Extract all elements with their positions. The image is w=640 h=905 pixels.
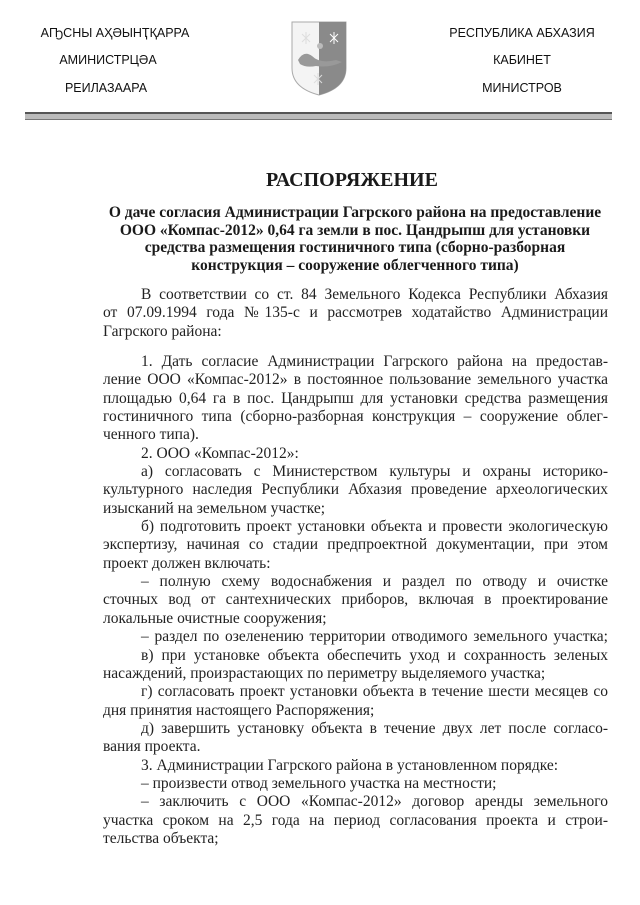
text-line: – заключить с ООО «Компас-2012» договор аренды земельного: [141, 793, 608, 811]
subtitle-line: конструкция – сооружение облегченного типа): [191, 256, 519, 274]
text-line: насаждений, произрастающих по периметру выделяемого участка;: [103, 664, 546, 682]
subtitle-line: ООО «Компас-2012» 0,64 га земли в пос. Цандрыпш для установки: [119, 221, 591, 239]
text-line: культурного наследия Республики Абхазия проведение археологических: [103, 481, 608, 499]
text-line: ление ООО «Компас-2012» в постоянное пользование земельного участка: [103, 371, 608, 389]
text-line: 2. ООО «Компас-2012»:: [141, 444, 299, 462]
subtitle-line: О даче согласия Администрации Гагрского района на предоставление: [108, 204, 602, 221]
text-line: а) согласовать с Министерством культуры и охраны историко-: [141, 463, 608, 481]
header-left-line-1: АҦСНЫ АҲӘЫНҬҚАРРА: [40, 26, 190, 40]
coat-of-arms-emblem: [290, 20, 348, 96]
document-title: РАСПОРЯЖЕНИЕ: [266, 169, 438, 191]
subtitle-line: средства размещения гостиничного типа (сборно-разборная: [144, 239, 566, 256]
text-line: экспертизу, начиная со стадии предпроектной документации, при этом: [103, 536, 608, 554]
text-line: – полную схему водоснабжения и раздел по отводу и очистке: [141, 573, 608, 591]
document-body: [103, 353, 608, 848]
header-left-line-2: АМИНИСТРЦӘА: [59, 53, 157, 67]
header-right-line-3: МИНИСТРОВ: [482, 81, 562, 95]
text-line: 3. Администрации Гагрского района в установленном порядке:: [141, 756, 559, 774]
text-line: ченного типа).: [103, 426, 199, 444]
header-left-line-3: РЕИЛАЗААРА: [64, 81, 148, 95]
header-right-line-2: КАБИНЕТ: [493, 53, 551, 67]
text-line: – произвести отвод земельного участка на местности;: [141, 774, 497, 792]
text-line: Гагрского района:: [103, 322, 222, 340]
text-line: от 07.09.1994 года №135-с и рассмотрев ходатайство Администрации: [103, 304, 608, 322]
document-subtitle: [100, 204, 610, 274]
text-line: площадью 0,64 га в пос. Цандрыпш для установки средства размещения: [103, 389, 608, 407]
text-line: б) подготовить проект установки объекта и провести экологическую: [141, 518, 608, 536]
text-line: д) завершить установку объекта в течение двух лет после согласо-: [141, 719, 608, 737]
header-right-line-1: РЕСПУБЛИКА АБХАЗИЯ: [449, 26, 595, 40]
text-line: вания проекта.: [103, 738, 201, 756]
text-line: локальные очистные сооружения;: [103, 609, 327, 627]
text-line: 1. Дать согласие Администрации Гагрского района на предостав-: [141, 353, 608, 370]
text-line: изысканий на земельном участке;: [103, 499, 326, 517]
text-line: сточных вод от сантехнических приборов, включая в проектирование: [103, 591, 608, 609]
text-line: проект должен включать:: [103, 554, 271, 572]
text-line: – раздел по озеленению территории отводимого земельного участка;: [141, 628, 608, 646]
text-line: участка сроком на 2,5 года на период согласования проекта и строи-: [103, 811, 608, 829]
preamble-paragraph: [103, 286, 608, 341]
text-line: В соответствии со ст. 84 Земельного Кодекса Республики Абхазия: [141, 286, 608, 303]
text-line: в) при установке объекта обеспечить уход и сохранность зеленых: [141, 646, 608, 664]
text-line: дня принятия настоящего Распоряжения;: [103, 701, 375, 719]
text-line: гостиничного типа (сборно-разборная конструкция – сооружение облег-: [103, 408, 608, 426]
text-line: тельства объекта;: [103, 829, 219, 847]
header-divider: [25, 112, 612, 120]
text-line: г) согласовать проект установки объекта в течение шести месяцев со: [141, 683, 608, 701]
